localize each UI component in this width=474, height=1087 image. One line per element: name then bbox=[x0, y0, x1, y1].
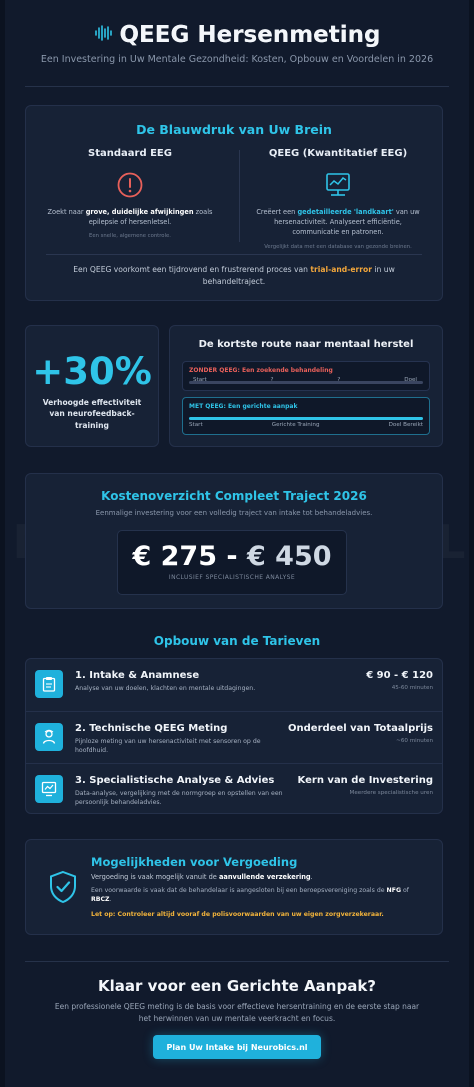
reimbursement-title: Mogelijkheden voor Vergoeding bbox=[91, 855, 298, 869]
divider bbox=[25, 961, 449, 962]
qeeg-description: Creëert een gedetailleerde 'landkaart' van uw hersenactiviteit. Analyseert efficiëntie, communicatie en patronen. bbox=[256, 208, 420, 237]
route-without-qeeg bbox=[182, 361, 430, 391]
plan-intake-button[interactable]: Plan Uw Intake bij Neurobics.nl bbox=[153, 1035, 321, 1059]
alert-circle-icon bbox=[116, 171, 144, 199]
rate-description: Pijnloze meting van uw hersenactiviteit met sensoren op de hoofdhuid. bbox=[75, 738, 261, 754]
rates-title: Opbouw van de Tarieven bbox=[153, 634, 321, 648]
rate-price: Onderdeel van Totaalprijs bbox=[288, 723, 433, 734]
rate-duration: Meerdere specialistische uren bbox=[349, 790, 433, 796]
blueprint-title: De Blauwdruk van Uw Brein bbox=[136, 122, 332, 137]
waveform-icon bbox=[94, 25, 112, 45]
person-sensor-icon bbox=[35, 723, 63, 751]
standard-eeg-heading: Standaard EEG bbox=[88, 148, 172, 159]
cost-title: Kostenoverzicht Compleet Traject 2026 bbox=[101, 489, 367, 503]
rate-price: € 90 - € 120 bbox=[366, 670, 433, 681]
brain-map-chart-icon bbox=[324, 171, 352, 199]
stat-card bbox=[25, 325, 159, 447]
reimbursement-card bbox=[25, 839, 443, 935]
route-with-steps: Start Gerichte Training Doel Bereikt bbox=[189, 422, 423, 428]
route-without-steps: Start ? ? Doel bbox=[193, 377, 417, 383]
rate-description: Analyse van uw doelen, klachten en mentale uitdagingen. bbox=[75, 685, 256, 692]
rate-duration: ~60 minuten bbox=[396, 738, 433, 744]
shield-check-icon bbox=[48, 870, 78, 908]
rate-row bbox=[26, 711, 442, 763]
rate-row bbox=[26, 659, 442, 711]
blueprint-footer: Een QEEG voorkomt een tijdrovend en frustrerend proces van trial-and-error in uw behandeltraject. bbox=[73, 265, 395, 287]
rate-row bbox=[26, 763, 442, 815]
route-card bbox=[169, 325, 443, 447]
cost-subtitle: Eenmalige investering voor een volledig traject van intake tot behandeladvies. bbox=[95, 509, 373, 517]
infographic-page bbox=[5, 0, 469, 1087]
route-without-label: ZONDER QEEG: Een zoekende behandeling bbox=[189, 367, 333, 374]
price-range: € 275 - € 450 bbox=[132, 541, 332, 572]
page-subtitle: Een Investering in Uw Mentale Gezondheid: Kosten, Opbouw en Voordelen in 2026 bbox=[40, 54, 434, 65]
route-title: De kortste route naar mentaal herstel bbox=[198, 339, 414, 350]
qeeg-note: Vergelijkt data met een database van gezonde breinen. bbox=[264, 243, 412, 250]
rate-name: 1. Intake & Anamnese bbox=[75, 670, 200, 681]
cost-card bbox=[25, 473, 443, 609]
standard-eeg-description: Zoekt naar grove, duidelijke afwijkingen zoals epilepsie of hersenletsel. bbox=[47, 208, 213, 227]
reimbursement-line-1: Vergoeding is vaak mogelijk vanuit de aanvullende verzekering. bbox=[91, 873, 313, 881]
reimbursement-warning: Let op: Controleer altijd vooraf de polisvoorwaarden van uw eigen zorgverzekeraar. bbox=[91, 911, 384, 918]
price-range-box bbox=[117, 530, 347, 595]
qeeg-column bbox=[234, 148, 442, 250]
rate-name: 3. Specialistische Analyse & Advies bbox=[75, 775, 275, 786]
standard-eeg-column bbox=[26, 148, 234, 250]
rate-description: Data-analyse, vergelijking met de normgroep en opstellen van een persoonlijk behandeladvies. bbox=[75, 790, 283, 806]
route-with-qeeg bbox=[182, 397, 430, 435]
clipboard-icon bbox=[35, 670, 63, 698]
analysis-chart-icon bbox=[35, 775, 63, 803]
stat-label: Verhoogde effectiviteit van neurofeedback-training bbox=[42, 398, 142, 430]
title-row bbox=[5, 22, 469, 48]
cta-title: Klaar voor een Gerichte Aanpak? bbox=[98, 977, 376, 995]
rate-price: Kern van de Investering bbox=[297, 775, 433, 786]
divider bbox=[25, 86, 449, 87]
page-header bbox=[5, 22, 469, 65]
comparison-columns bbox=[26, 148, 442, 250]
rate-duration: 45-60 minuten bbox=[391, 685, 433, 691]
route-with-label: MET QEEG: Een gerichte aanpak bbox=[189, 403, 298, 410]
blueprint-card bbox=[25, 105, 443, 301]
standard-eeg-note: Een snelle, algemene controle. bbox=[89, 233, 171, 240]
stat-value: +30% bbox=[32, 350, 152, 393]
rate-name: 2. Technische QEEG Meting bbox=[75, 723, 228, 734]
page-title: QEEG Hersenmeting bbox=[119, 22, 381, 48]
price-note: INCLUSIEF SPECIALISTISCHE ANALYSE bbox=[168, 574, 296, 581]
rates-card bbox=[25, 658, 443, 814]
divider bbox=[46, 254, 422, 255]
reimbursement-line-2: Een voorwaarde is vaak dat de behandelaar is aangesloten bij een beroepsvereniging zoals de NFG of RBCZ. bbox=[91, 887, 409, 904]
qeeg-heading: QEEG (Kwantitatief EEG) bbox=[268, 148, 408, 159]
route-with-bar bbox=[189, 417, 423, 420]
cta-text: Een professionele QEEG meting is de basis voor effectieve hersentraining en de eerste stap naar het herwinnen van uw mentale veerkracht en focus. bbox=[54, 1002, 420, 1023]
